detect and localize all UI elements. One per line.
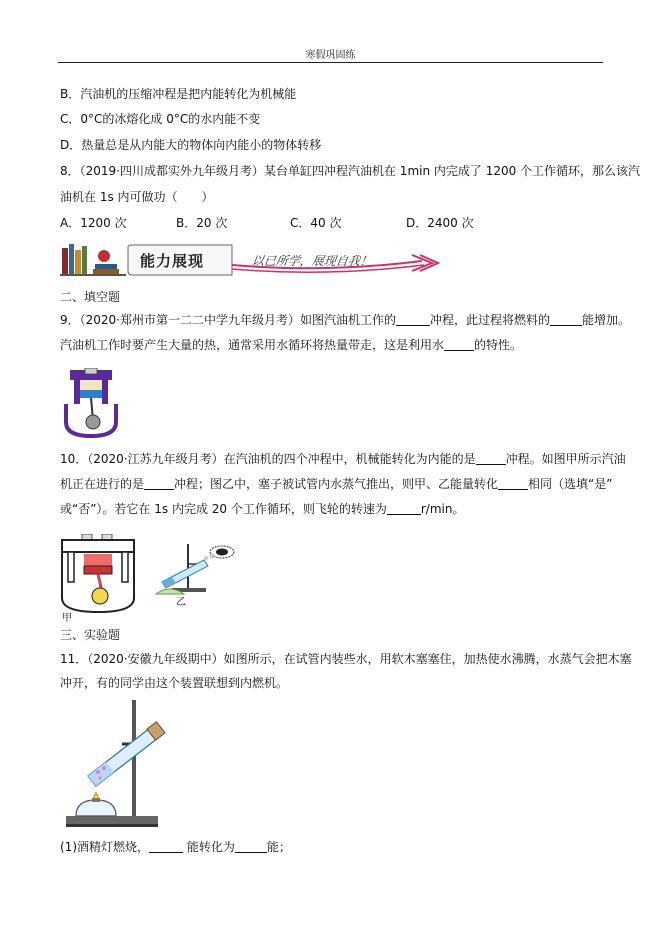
- q8-option-d: D．2400 次: [406, 216, 474, 230]
- q11-stem-line1: 11．（2020·安徽九年级期中）如图所示，在试管内装些水，用软木塞塞住，加热使水沸腾，水蒸气会把木塞: [60, 652, 632, 666]
- q9-text-d: 汽油机工作时要产生大量的热，通常采用水循环将热量带走，这是利用水: [60, 338, 445, 352]
- banner-books-icon: [60, 240, 126, 276]
- q10-text-b: 冲程。如图甲所示汽油: [505, 452, 626, 466]
- q7-option-c: C．0°C的冰熔化成 0°C的水内能不变: [60, 112, 261, 126]
- q8-option-a: A．1200 次: [60, 216, 127, 230]
- q10-text-a: 10．（2020·江苏九年级月考）在汽油机的四个冲程中，机械能转化为内能的是: [60, 452, 476, 466]
- q10-figure-jia-engine: [58, 534, 138, 614]
- q10-blank-3[interactable]: [498, 477, 528, 490]
- page-header-title: 寒假巩固练: [305, 50, 356, 61]
- q10-blank-1[interactable]: [476, 452, 506, 465]
- q10-text-g: r/min。: [420, 502, 465, 516]
- q10-figure-yi-test-tube: [146, 538, 246, 596]
- q11-sub1: [60, 840, 291, 854]
- q11-test-tube-apparatus: [62, 698, 174, 828]
- q7-option-b: B．汽油机的压缩冲程是把内能转化为机械能: [60, 87, 297, 101]
- q10-text-f: 或“否”）。若它在 1s 内完成 20 个工作循环，则飞轮的转速为: [60, 502, 387, 516]
- q10-text-e: 相同（选填“是”: [528, 477, 613, 491]
- q10-label-jia: 甲: [62, 613, 72, 624]
- q10-blank-4[interactable]: [387, 502, 421, 515]
- q10-text-c: 机正在进行的是: [60, 477, 145, 491]
- q7-option-d: D．热量总是从内能大的物体向内能小的物体转移: [60, 138, 322, 152]
- q9-stem-line1: [60, 313, 630, 327]
- q9-text-e: 的特性。: [474, 338, 523, 352]
- q9-text-c: 能增加。: [582, 313, 631, 327]
- q9-engine-figure: [62, 368, 120, 438]
- q8-stem-line1: 8．（2019·四川成都实外九年级月考）某台单缸四冲程汽油机在 1min 内完成了 1200 个工作循环，那么该汽: [60, 164, 641, 178]
- q10-label-yi: 乙: [176, 597, 186, 608]
- q11-blank-2[interactable]: [235, 840, 267, 853]
- q10-stem-line3: [60, 502, 464, 516]
- q8-option-c: C．40 次: [290, 216, 342, 230]
- q8-option-b: B．20 次: [176, 216, 228, 230]
- q11-sub1-text-b: 能转化为: [186, 840, 235, 854]
- q9-blank-3[interactable]: [444, 338, 474, 351]
- section-2-title: 二、填空题: [60, 290, 121, 304]
- q9-blank-1[interactable]: [396, 313, 430, 326]
- q9-blank-2[interactable]: [550, 313, 582, 326]
- q10-blank-2[interactable]: [144, 477, 174, 490]
- q10-text-d: 冲程；图乙中，塞子被试管内水蒸气推出，则甲、乙能量转化: [174, 477, 499, 491]
- banner-title: 能力展现: [140, 252, 205, 270]
- q10-stem-line1: [60, 452, 626, 466]
- q9-text-b: 冲程，此过程将燃料的: [430, 313, 551, 327]
- q11-blank-1[interactable]: [149, 840, 183, 853]
- section-3-title: 三、实验题: [60, 628, 121, 642]
- q10-stem-line2: [60, 477, 612, 491]
- q11-stem-line2: 冲开，有的同学由这个装置联想到内燃机。: [60, 676, 289, 690]
- q11-sub1-text-a: (1)酒精灯燃烧，: [60, 840, 149, 854]
- banner-slogan: 以已所学，展现自我！: [250, 254, 373, 268]
- q8-stem-line2: 油机在 1s 内可做功（ ）: [60, 190, 214, 204]
- q9-stem-line2: [60, 338, 522, 352]
- q9-text-a: 9．（2020·郑州市第一二二中学九年级月考）如图汽油机工作的: [60, 313, 396, 327]
- header-divider: [58, 62, 603, 63]
- q11-sub1-text-c: 能；: [266, 840, 291, 854]
